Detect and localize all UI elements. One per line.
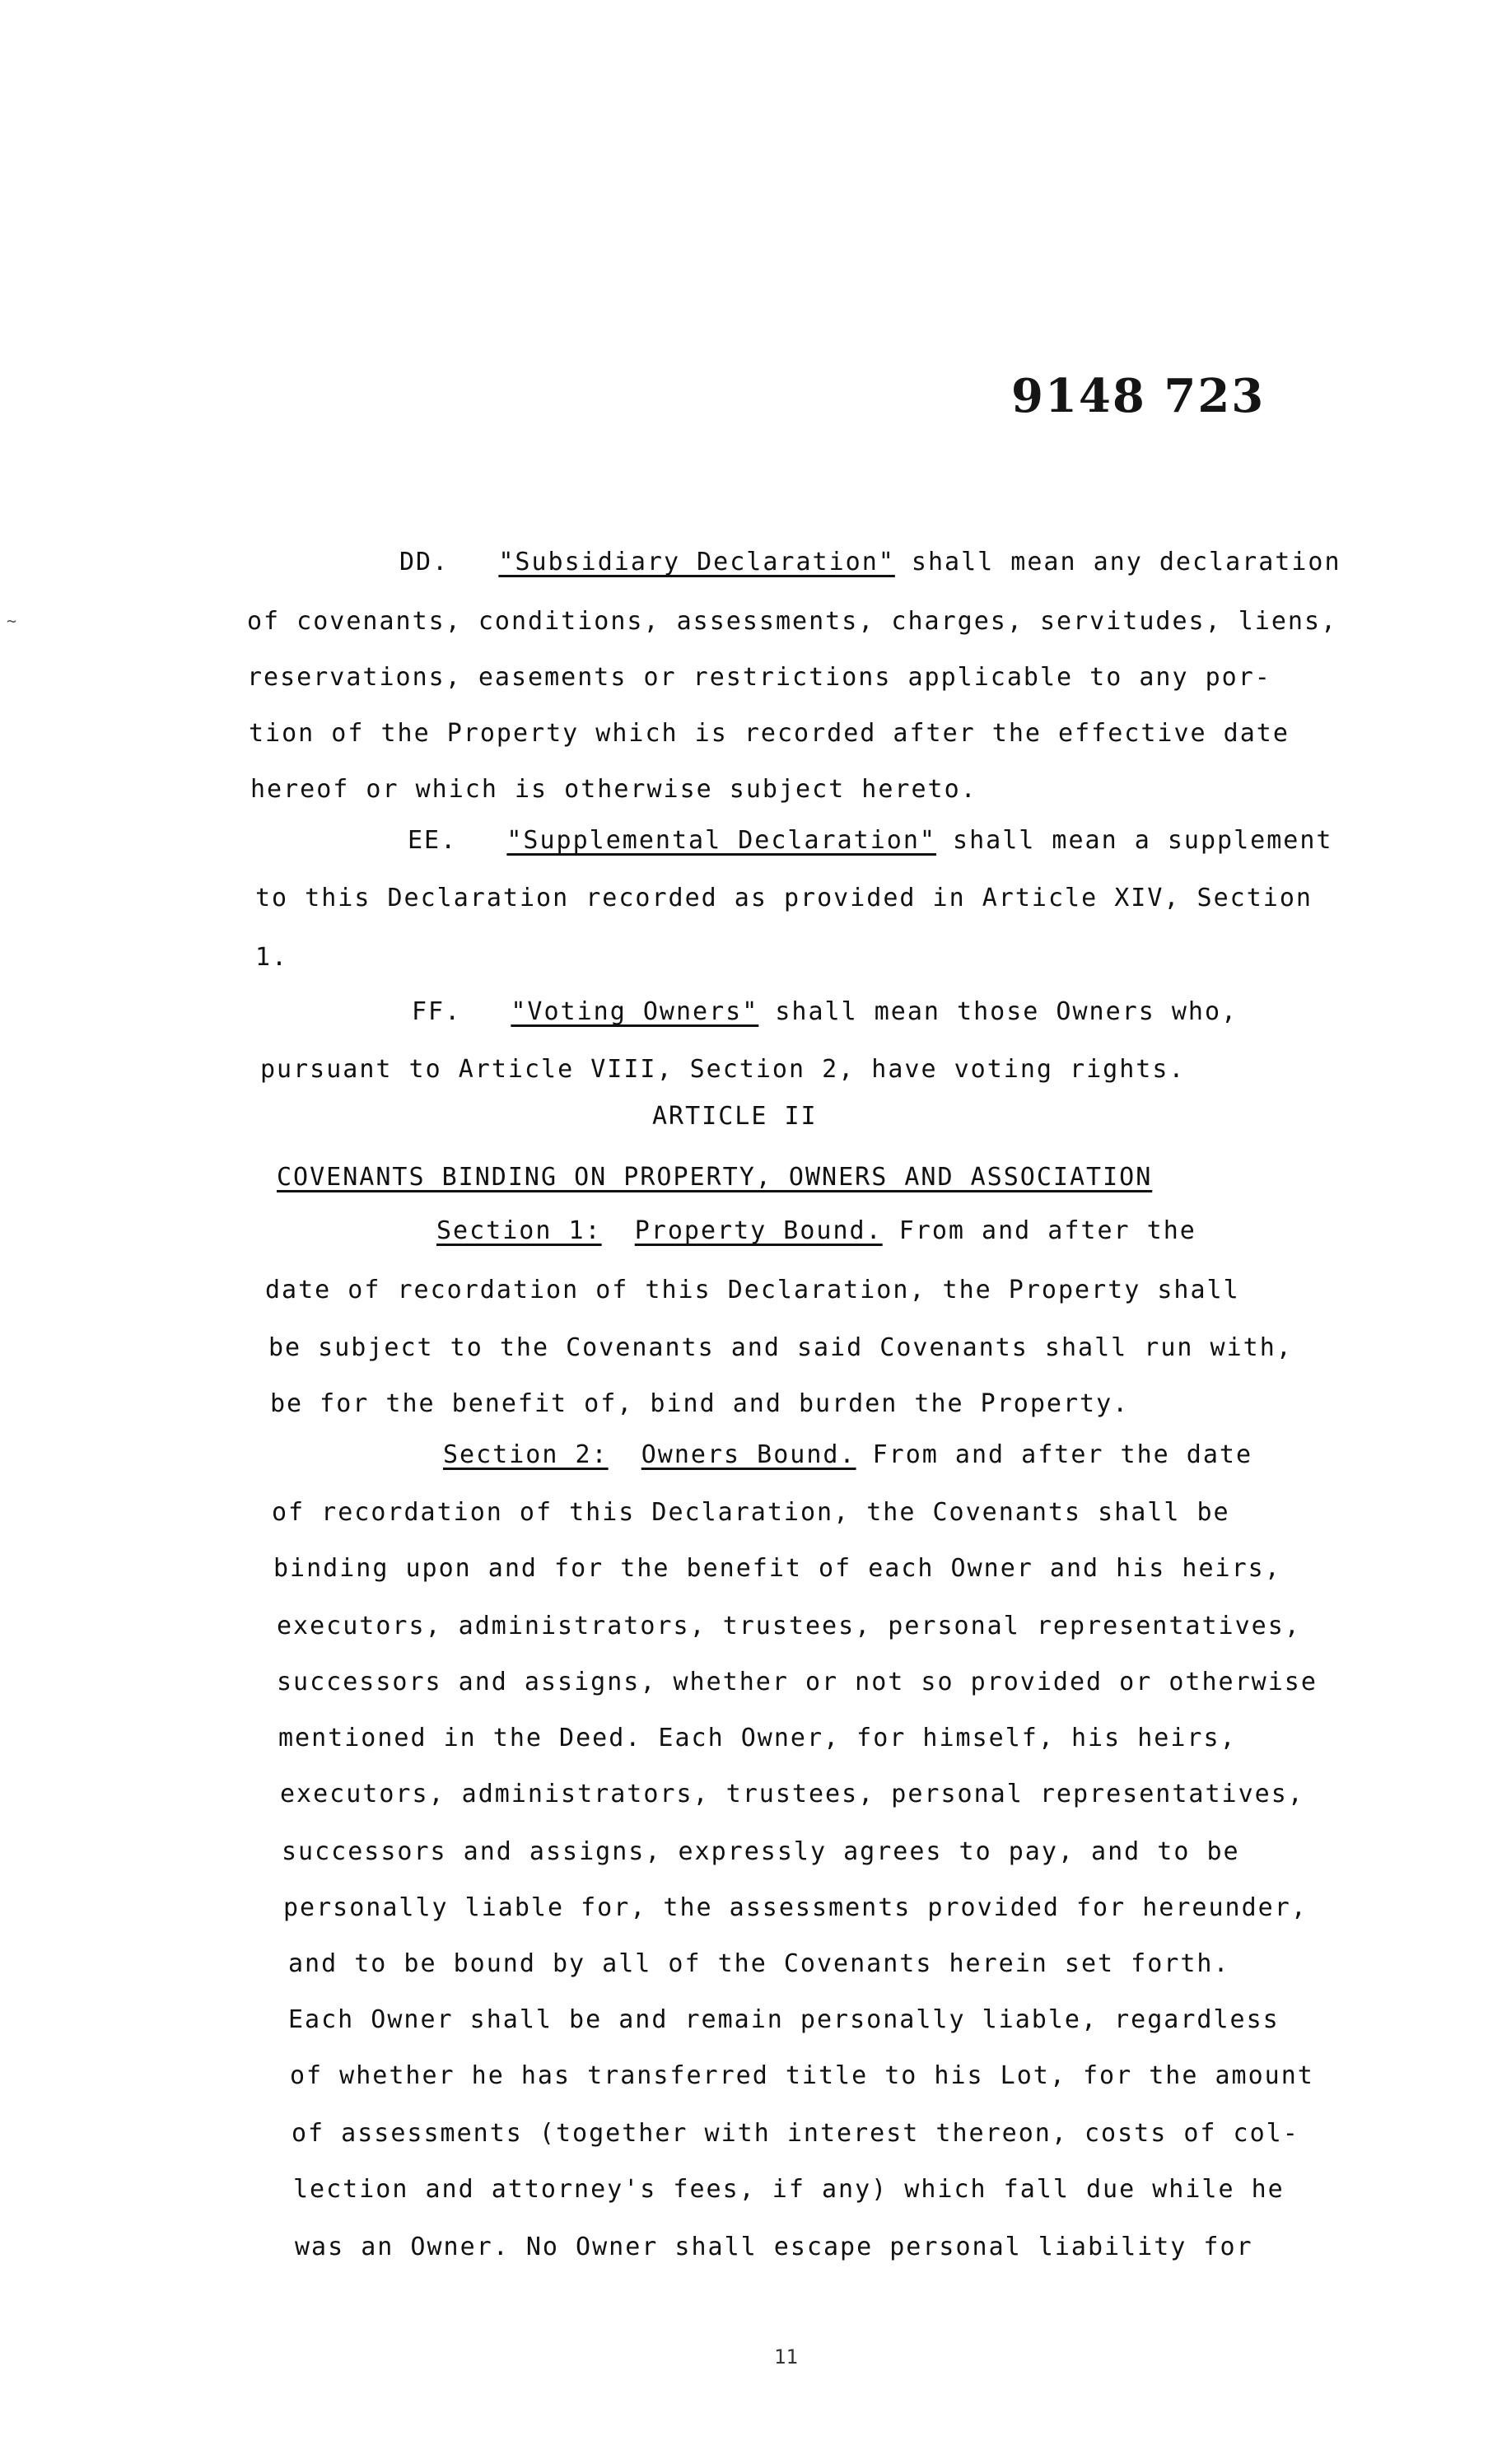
text-line: pursuant to Article VIII, Section 2, have voting rights.: [260, 1055, 1186, 1084]
definition-ee-first-line: [408, 827, 1332, 855]
text-line: lection and attorney's fees, if any) which fall due while he: [293, 2175, 1285, 2204]
article-title: ARTICLE II: [652, 1102, 818, 1131]
section-label: Section 1:: [436, 1216, 602, 1245]
text-line: of recordation of this Declaration, the Covenants shall be: [272, 1498, 1230, 1527]
page-number: 11: [774, 2345, 798, 2368]
definition-label: FF.: [412, 997, 462, 1026]
text-line: of assessments (together with interest thereon, costs of col-: [292, 2119, 1299, 2148]
text-line: successors and assigns, expressly agrees to pay, and to be: [282, 1837, 1240, 1866]
text-line: of whether he has transferred title to his Lot, for the amount: [290, 2061, 1314, 2090]
text-line: and to be bound by all of the Covenants herein set forth.: [288, 1949, 1230, 1978]
text-line: executors, administrators, trustees, personal representatives,: [277, 1612, 1301, 1640]
definition-label: EE.: [408, 826, 458, 855]
text-line: 1.: [255, 943, 289, 972]
definition-label: DD.: [399, 548, 450, 576]
definition-text: shall mean those Owners who,: [758, 997, 1238, 1026]
section-text: From and after the date: [856, 1440, 1253, 1469]
text-line: reservations, easements or restrictions applicable to any por-: [247, 663, 1271, 692]
definition-dd-first-line: [399, 548, 1341, 576]
text-line: tion of the Property which is recorded after the effective date: [249, 719, 1290, 748]
section-2-heading-line: [443, 1441, 1252, 1469]
definition-ff-first-line: [412, 998, 1238, 1026]
section-title: Property Bound.: [634, 1216, 883, 1245]
text-line: Each Owner shall be and remain personally liable, regardless: [288, 2005, 1280, 2034]
defined-term: "Voting Owners": [511, 997, 759, 1026]
article-subtitle: COVENANTS BINDING ON PROPERTY, OWNERS AND ASSOCIATION: [277, 1163, 1153, 1192]
definition-text: shall mean any declaration: [894, 548, 1341, 576]
text-line: date of recordation of this Declaration, the Property shall: [265, 1276, 1240, 1304]
text-line: be subject to the Covenants and said Covenants shall run with,: [268, 1333, 1293, 1362]
text-line: personally liable for, the assessments provided for hereunder,: [283, 1893, 1308, 1922]
section-label: Section 2:: [443, 1440, 609, 1469]
defined-term: "Subsidiary Declaration": [498, 548, 895, 576]
book-page-stamp: 9148 723: [1011, 369, 1266, 423]
scan-mark: ~: [7, 611, 17, 631]
text-line: was an Owner. No Owner shall escape personal liability for: [295, 2233, 1253, 2261]
text-line: executors, administrators, trustees, personal representatives,: [280, 1780, 1304, 1808]
text-line: to this Declaration recorded as provided in Article XIV, Section: [255, 884, 1313, 912]
text-line: hereof or which is otherwise subject hereto.: [250, 775, 977, 804]
text-line: of covenants, conditions, assessments, charges, servitudes, liens,: [247, 607, 1338, 636]
section-1-heading-line: [436, 1217, 1196, 1245]
text-line: binding upon and for the benefit of each Owner and his heirs,: [273, 1554, 1281, 1583]
text-line: successors and assigns, whether or not so provided or otherwise: [277, 1668, 1318, 1696]
text-line: mentioned in the Deed. Each Owner, for himself, his heirs,: [278, 1724, 1237, 1752]
defined-term: "Supplemental Declaration": [506, 826, 936, 855]
section-title: Owners Bound.: [641, 1440, 856, 1469]
text-line: be for the benefit of, bind and burden the Property.: [270, 1389, 1130, 1418]
definition-text: shall mean a supplement: [935, 826, 1333, 855]
section-text: From and after the: [882, 1216, 1196, 1245]
